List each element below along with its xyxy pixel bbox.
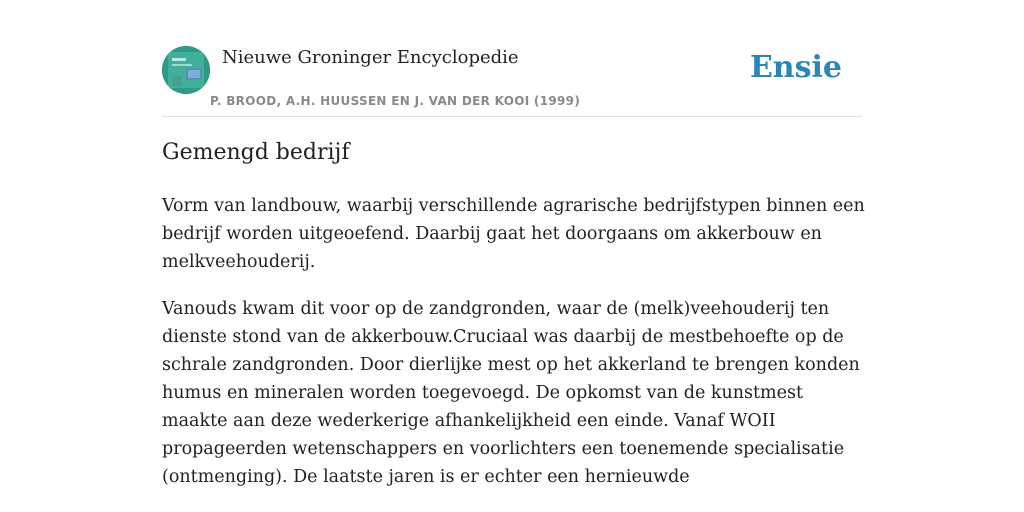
source-title[interactable]: Nieuwe Groninger Encyclopedie bbox=[222, 47, 519, 68]
ensie-logo-link[interactable]: Ensie bbox=[749, 50, 842, 85]
source-header bbox=[162, 46, 862, 117]
article-title: Gemengd bedrijf bbox=[162, 140, 350, 165]
article-paragraph-1: Vorm van landbouw, waarbij verschillende agrarische bedrijfstypen binnen een bedrijf worden uitgeoefend. Daarbij gaat het doorgaans om akkerbouw en melkveehouderij. bbox=[162, 196, 865, 272]
authors-line: P. BROOD, A.H. HUUSSEN EN J. VAN DER KOOI (1999) bbox=[210, 94, 581, 108]
encyclopedia-cover-thumbnail[interactable] bbox=[162, 46, 210, 94]
cover-image-icon bbox=[162, 46, 210, 94]
article-paragraph-2: Vanouds kwam dit voor op de zandgronden, waar de (melk)veehouderij ten dienste stond van de akkerbouw.Cruciaal was daarbij de mestbehoefte op de schrale zandgronden. Door dierlijke mest op het akkerland te brengen konden humus en mineralen worden toegevoegd. De opkomst van de kunstmest maakte aan deze wederkerige afhankelijkheid een einde. Vanaf WOII propageerden wetenschappers en voorlichters een toenemende specialisatie (ontmenging). De laatste jaren is er echter een hernieuwde bbox=[162, 299, 860, 487]
